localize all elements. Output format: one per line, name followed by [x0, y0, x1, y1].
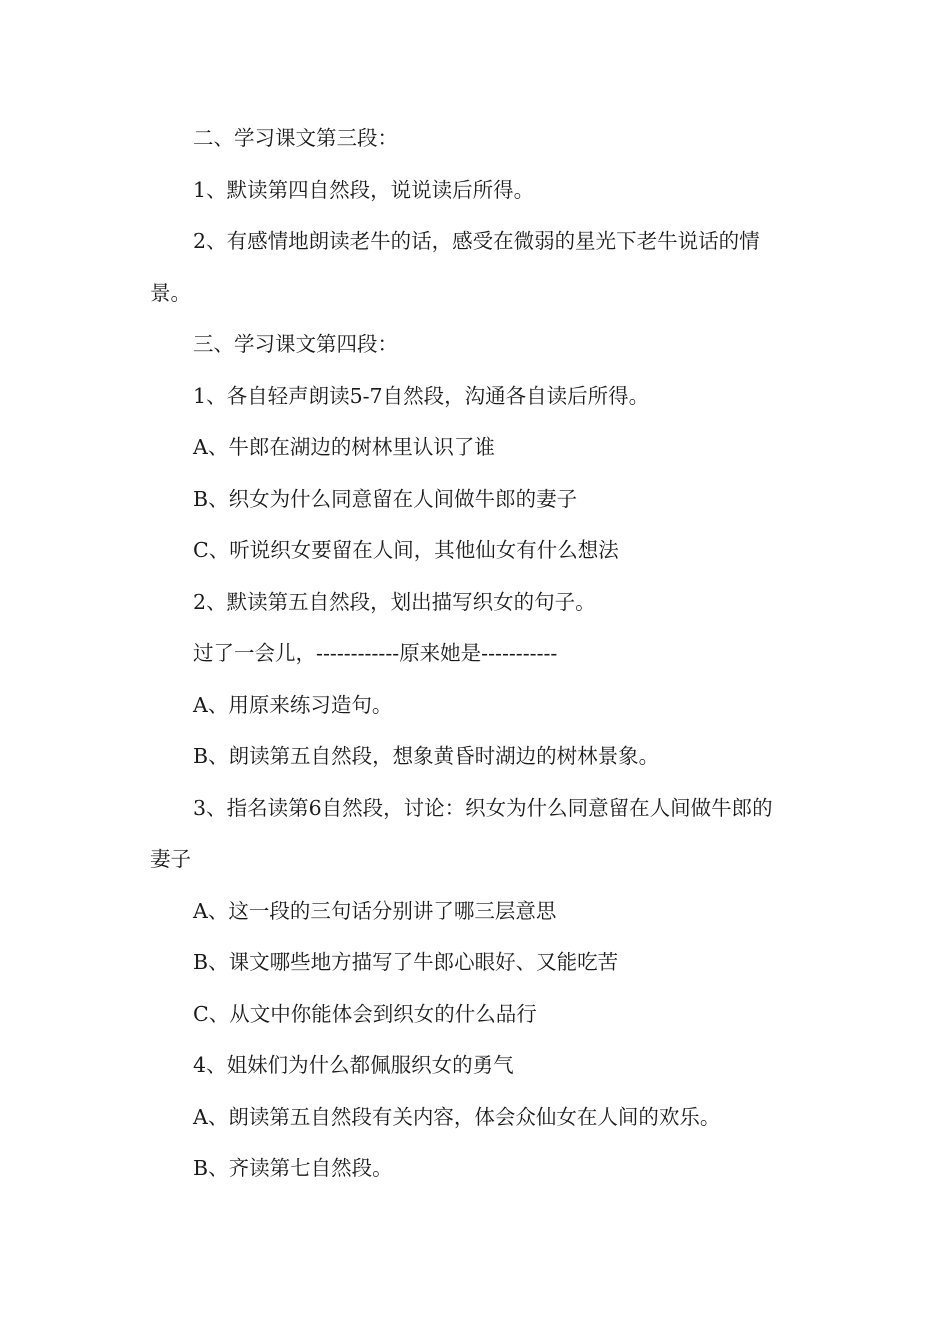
list-item: 3、指名读第6自然段，讨论：织女为什么同意留在人间做牛郎的妻子	[150, 795, 773, 871]
list-item: B、朗读第五自然段，想象黄昏时湖边的树林景象。	[193, 744, 660, 768]
document-body	[150, 113, 790, 1195]
fill-in-sentence: 过了一会儿，------------原来她是-----------	[193, 641, 558, 665]
list-item: 1、各自轻声朗读5-7自然段，沟通各自读后所得。	[193, 383, 650, 408]
heading-section-three: 二、学习课文第三段：	[193, 126, 399, 150]
heading-section-four: 三、学习课文第四段：	[193, 332, 399, 356]
list-item: 4、姐妹们为什么都佩服织女的勇气	[193, 1053, 514, 1077]
list-item: 1、默读第四自然段，说说读后所得。	[193, 177, 535, 202]
list-item: 2、默读第五自然段，划出描写织女的句子。	[193, 589, 596, 614]
list-item: C、听说织女要留在人间，其他仙女有什么想法	[193, 538, 619, 562]
list-item: A、用原来练习造句。	[193, 692, 393, 717]
list-item: A、朗读第五自然段有关内容，体会众仙女在人间的欢乐。	[193, 1104, 721, 1129]
list-item: B、齐读第七自然段。	[193, 1156, 393, 1180]
list-item: 2、有感情地朗读老牛的话，感受在微弱的星光下老牛说话的情景。	[150, 229, 760, 305]
list-item: A、这一段的三句话分别讲了哪三层意思	[193, 898, 557, 923]
list-item: C、从文中你能体会到织女的什么品行	[193, 1001, 537, 1026]
list-item: B、课文哪些地方描写了牛郎心眼好、又能吃苦	[193, 950, 619, 974]
list-item: A、牛郎在湖边的树林里认识了谁	[193, 435, 495, 459]
list-item: B、织女为什么同意留在人间做牛郎的妻子	[193, 486, 578, 511]
